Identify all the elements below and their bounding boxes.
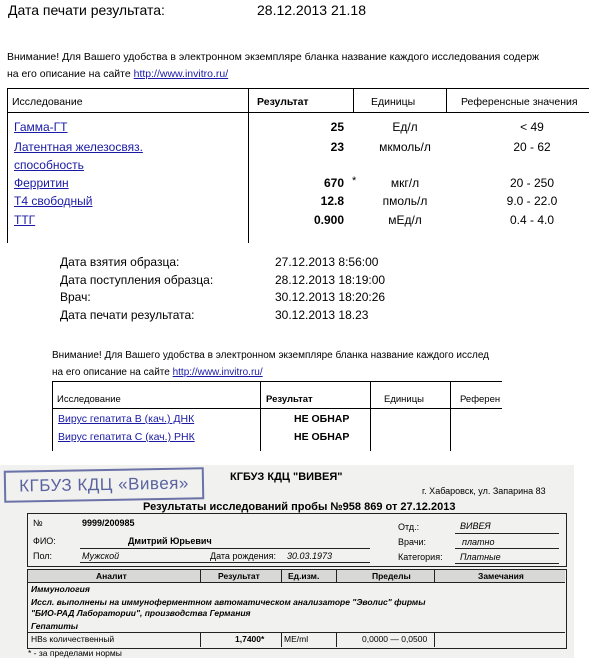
ref-ggt: < 49 <box>520 120 544 134</box>
birth-label: Дата рождения: <box>210 551 276 561</box>
birth-value: 30.03.1973 <box>287 551 333 561</box>
group-hepatitis: Гепатиты <box>31 621 79 631</box>
clinic-stamp: КГБУЗ КДЦ «Вивея» <box>4 467 205 502</box>
ref-tibc: 20 - 62 <box>513 140 551 154</box>
meta-value-sample-date: 27.12.2013 8:56:00 <box>275 255 379 269</box>
col2-header-result: Результат <box>266 394 313 405</box>
notice-line2 <box>7 68 228 80</box>
fio-value: Дмитрий Юрьевич <box>128 536 212 546</box>
test-name-ft4[interactable]: Т4 свободный <box>14 194 93 208</box>
col2-header-test: Исследование <box>57 394 121 405</box>
org-title: КГБУЗ КДЦ "ВИВЕЯ" <box>230 471 343 483</box>
ref-ferritin: 20 - 250 <box>509 176 555 190</box>
units-tibc: мкмоль/л <box>379 140 431 154</box>
col2-header-units: Единицы <box>384 394 425 405</box>
notice-line1: Внимание! Для Вашего удобства в электронном экземпляре бланка название каждого исследования содерж <box>7 51 540 63</box>
test-name-tibc-line1[interactable]: Латентная железосвяз. <box>14 140 143 154</box>
col3-header-notes: Замечания <box>478 571 524 581</box>
notice2-line2 <box>52 367 263 378</box>
notice-prefix: на его описание на сайте <box>7 68 131 80</box>
scanned-lab-form <box>0 465 574 658</box>
results-title: Результаты исследований пробы №958 869 от 27.12.2013 <box>143 501 456 513</box>
meta-label-doctor: Врач: <box>60 290 91 304</box>
group-immunology: Иммунология <box>31 584 90 594</box>
flag-ferritin: * <box>352 175 357 187</box>
result-hcv-rna: НЕ ОБНАР <box>294 431 350 443</box>
col3-header-analyte: Аналит <box>96 571 127 581</box>
doctor-value: платно <box>462 537 495 547</box>
test-name-tsh[interactable]: ТТГ <box>14 213 36 227</box>
col2-header-reference: Референ <box>460 394 501 405</box>
results-table <box>7 88 589 243</box>
meta-label-print-date: Дата печати результата: <box>60 308 195 322</box>
analyte-hbs-units: ME/ml <box>284 634 309 644</box>
meta-value-print-date: 30.12.2013 18.23 <box>275 308 369 322</box>
method-line2: "БИО-РАД Лаборатории", производства Германия <box>31 608 251 618</box>
result-tibc: 23 <box>330 140 344 154</box>
result-ggt: 25 <box>330 120 344 134</box>
units-tsh: мЕд/л <box>388 213 422 227</box>
print-date-label: Дата печати результата: <box>8 2 165 18</box>
col3-header-limits: Пределы <box>372 571 411 581</box>
print-date-value: 28.12.2013 21.18 <box>257 2 366 18</box>
number-value: 9999/200985 <box>82 518 135 528</box>
col3-header-result: Результат <box>218 571 260 581</box>
col-header-units: Единицы <box>371 96 416 108</box>
sex-label: Пол: <box>33 551 53 561</box>
result-ft4: 12.8 <box>320 194 344 208</box>
footnote: * - за пределами нормы <box>28 648 122 658</box>
meta-label-received: Дата поступления образца: <box>60 273 214 287</box>
result-tsh: 0.900 <box>313 213 344 227</box>
test-name-ggt[interactable]: Гамма-ГТ <box>14 120 68 134</box>
dept-label: Отд.: <box>398 522 420 532</box>
col-header-reference: Референсные значения <box>461 96 578 108</box>
meta-value-received: 28.12.2013 18:19:00 <box>275 273 386 287</box>
result-hbv-dna: НЕ ОБНАР <box>294 413 350 425</box>
dept-value: ВИВЕЯ <box>460 521 491 531</box>
test-name-hcv-rna[interactable]: Вирус гепатита C (кач.) РНК <box>58 431 195 443</box>
notice2-prefix: на его описание на сайте <box>52 367 170 378</box>
ref-tsh: 0.4 - 4.0 <box>509 213 555 227</box>
units-ggt: Ед/л <box>392 120 418 134</box>
ref-ft4: 9.0 - 22.0 <box>506 194 558 208</box>
meta-label-sample-date: Дата взятия образца: <box>60 255 180 269</box>
meta-value-doctor: 30.12.2013 18:20:26 <box>275 290 386 304</box>
units-ft4: пмоль/л <box>382 194 428 208</box>
result-ferritin: 670 <box>323 176 344 190</box>
col-header-test: Исследование <box>12 96 83 108</box>
test-name-ferritin[interactable]: Ферритин <box>14 176 69 190</box>
units-ferritin: мкг/л <box>390 176 420 190</box>
category-value: Платные <box>460 552 501 562</box>
sex-value: Мужской <box>82 551 120 561</box>
analyte-hbs-name: HBs количественный <box>31 634 115 644</box>
fio-label: ФИО: <box>33 536 56 546</box>
invitro-link-2[interactable]: http://www.invitro.ru/ <box>172 367 263 378</box>
col-header-result: Результат <box>257 96 309 108</box>
analyte-hbs-limits: 0,0000 — 0,0500 <box>362 634 428 644</box>
col3-header-units: Ед.изм. <box>288 571 320 581</box>
notice2-line1: Внимание! Для Вашего удобства в электронном экземпляре бланка название каждого исслед <box>52 350 490 361</box>
doctor-label: Врачи: <box>398 537 427 547</box>
test-name-hbv-dna[interactable]: Вирус гепатита B (кач.) ДНК <box>58 413 195 425</box>
clinic-address: г. Хабаровск, ул. Запарина 83 <box>422 486 546 496</box>
test-name-tibc-line2[interactable]: способность <box>14 158 84 172</box>
number-label: № <box>33 518 43 528</box>
invitro-link[interactable]: http://www.invitro.ru/ <box>133 68 229 80</box>
category-label: Категория: <box>398 552 443 562</box>
hepatitis-table <box>52 381 502 451</box>
method-line1: Иссл. выполнены на иммуноферментном автоматическом анализаторе "Эволис" фирмы <box>31 597 426 607</box>
analyte-hbs-result: 1,7400* <box>235 634 265 644</box>
